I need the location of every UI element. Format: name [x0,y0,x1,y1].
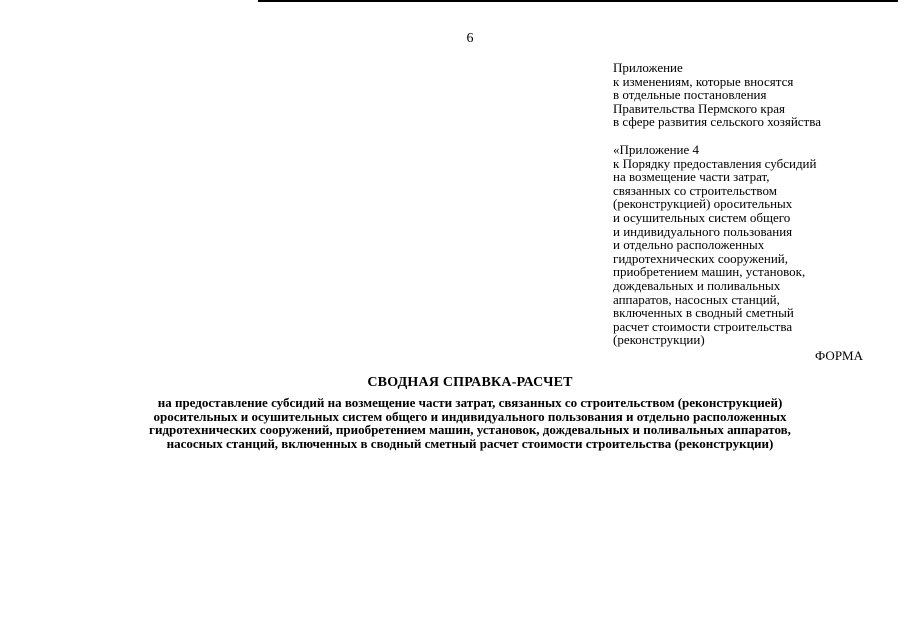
appendix-4-line: аппаратов, насосных станций, [613,291,780,307]
appendix-header-line: в отдельные постановления [613,87,767,103]
top-horizontal-rule [258,0,898,2]
appendix-4-line: включенных в сводный сметный [613,305,794,321]
appendix-4-line: (реконструкцией) оросительных [613,196,793,212]
appendix-header-block [613,61,893,347]
appendix-4-line: дождевальных и поливальных [613,277,781,293]
subtitle-line: насосных станций, включенных в сводный сметный расчет стоимости строительства (реконструкции) [166,435,774,451]
subtitle-line: на предоставление субсидий на возмещение части затрат, связанных со строительством (реконструкцией) [157,395,783,410]
appendix-4-line: гидротехнических сооружений, [613,250,788,266]
appendix-header-line: к изменениям, которые вносятся [613,73,794,89]
page-number: 6 [466,31,474,46]
appendix-4-line: «Приложение 4 [613,141,700,157]
appendix-4-line: на возмещение части затрат, [613,169,770,185]
document-subtitle [60,396,880,450]
appendix-4-line: и отдельно расположенных [613,237,765,253]
form-label: ФОРМА [815,348,863,363]
block-spacer [613,129,893,143]
appendix-4-line: и осушительных систем общего [613,209,791,225]
subtitle-line: оросительных и осушительных систем общего и индивидуального пользования и отдельно расположенных [153,408,787,424]
appendix-4-line: приобретением машин, установок, [613,264,806,280]
document-title: СВОДНАЯ СПРАВКА-РАСЧЕТ [367,375,573,390]
subtitle-line: гидротехнических сооружений, приобретением машин, установок, дождевальных и поливальных аппаратов, [149,422,791,438]
appendix-header-line: Приложение [613,60,683,75]
appendix-4-line: (реконструкции) [613,332,705,348]
appendix-header-line: в сфере развития сельского хозяйства [613,114,821,130]
appendix-header-line: Правительства Пермского края [613,100,785,116]
appendix-4-line: связанных со строительством [613,182,777,198]
appendix-4-line: расчет стоимости строительства [613,318,793,334]
appendix-4-line: и индивидуального пользования [613,223,793,239]
appendix-4-line: к Порядку предоставления субсидий [613,155,817,171]
